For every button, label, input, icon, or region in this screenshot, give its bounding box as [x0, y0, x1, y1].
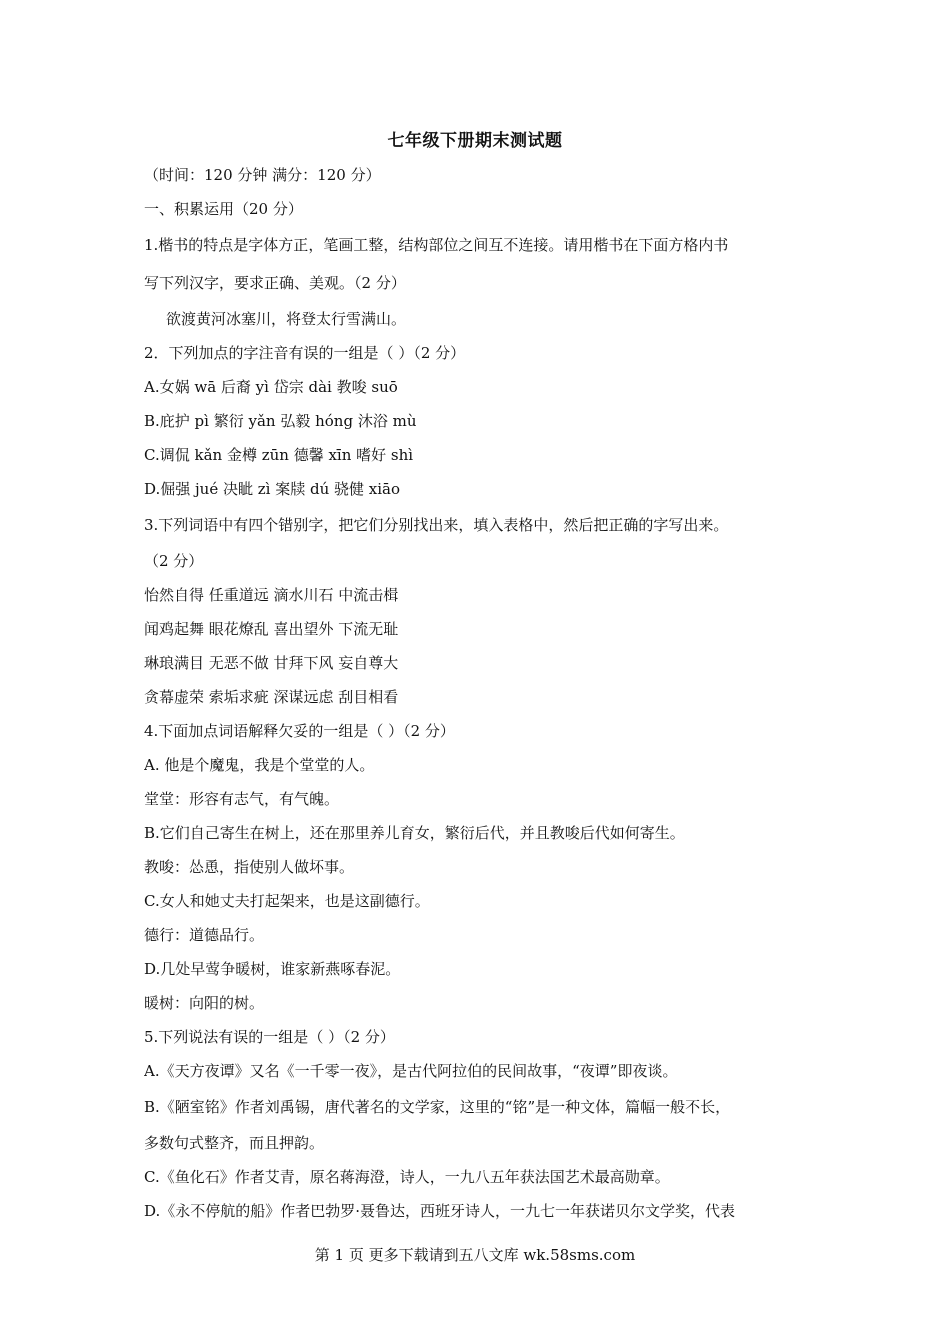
- question-4: 4.下面加点词语解释欠妥的一组是（ ）（2 分）: [144, 722, 455, 740]
- question-2-option-c: C.调侃 kǎn 金樽 zūn 德馨 xīn 嗜好 shì: [144, 446, 414, 464]
- question-2-option-d: D.倔强 jué 决眦 zì 案牍 dú 骁健 xiāo: [144, 480, 401, 498]
- question-2-option-b: B.庇护 pì 繁衍 yǎn 弘毅 hóng 沐浴 mù: [144, 412, 417, 430]
- question-5-option-b-line-1: B.《陋室铭》作者刘禹锡，唐代著名的文学家，这里的“铭”是一种文体，篇幅一般不长，: [144, 1098, 731, 1116]
- question-5: 5.下列说法有误的一组是（ ）（2 分）: [144, 1028, 395, 1046]
- question-4-option-a-explanation: 堂堂：形容有志气，有气魄。: [144, 790, 340, 808]
- idiom-row-4: 贪幕虚荣 索垢求疵 深谋远虑 刮目相看: [144, 688, 399, 706]
- question-5-option-a: A.《天方夜谭》又名《一千零一夜》，是古代阿拉伯的民间故事，“夜谭”即夜谈。: [144, 1062, 678, 1080]
- question-2: 2．下列加点的字注音有误的一组是（ ）（2 分）: [144, 344, 466, 362]
- exam-body: [144, 158, 834, 1228]
- question-3-line-2: （2 分）: [144, 552, 204, 570]
- question-5-option-b-line-2: 多数句式整齐，而且押韵。: [144, 1134, 325, 1152]
- question-4-option-b-explanation: 教唆：怂恿，指使别人做坏事。: [144, 858, 355, 876]
- question-4-option-d: D.几处早莺争暖树，谁家新燕啄春泥。: [144, 960, 401, 978]
- question-4-option-d-explanation: 暖树：向阳的树。: [144, 994, 265, 1012]
- question-2-option-a: A.女娲 wā 后裔 yì 岱宗 dài 教唆 suō: [144, 378, 398, 396]
- question-4-option-a: A. 他是个魔鬼，我是个堂堂的人。: [144, 756, 375, 774]
- page-footer: 第 1 页 更多下载请到五八文库 wk.58sms.com: [314, 1246, 636, 1264]
- question-4-option-b: B.它们自己寄生在树上，还在那里养儿育女，繁衍后代，并且教唆后代如何寄生。: [144, 824, 685, 842]
- idiom-row-3: 琳琅满目 无恶不做 甘拜下风 妄自尊大: [144, 654, 399, 672]
- idiom-row-2: 闻鸡起舞 眼花燎乱 喜出望外 下流无耻: [144, 620, 399, 638]
- question-4-option-c-explanation: 德行：道德品行。: [144, 926, 265, 944]
- time-score-info: （时间：120 分钟 满分：120 分）: [144, 166, 381, 184]
- question-5-option-d: D.《永不停航的船》作者巴勃罗·聂鲁达，西班牙诗人，一九七一年获诺贝尔文学奖，代表: [144, 1202, 736, 1220]
- question-1-poem: 欲渡黄河冰塞川，将登太行雪满山。: [166, 310, 407, 328]
- section-heading: 一、积累运用（20 分）: [144, 200, 303, 218]
- question-1-line-2: 写下列汉字，要求正确、美观。（2 分）: [144, 274, 406, 292]
- question-3-line-1: 3.下列词语中有四个错别字，把它们分别找出来，填入表格中，然后把正确的字写出来。: [144, 516, 729, 534]
- question-1-line-1: 1.楷书的特点是字体方正，笔画工整，结构部位之间互不连接。请用楷书在下面方格内书: [144, 236, 729, 254]
- exam-title: 七年级下册期末测试题: [387, 131, 563, 151]
- question-4-option-c: C.女人和她丈夫打起架来，也是这副德行。: [144, 892, 430, 910]
- question-5-option-c: C.《鱼化石》作者艾青，原名蒋海澄，诗人，一九八五年获法国艺术最高勋章。: [144, 1168, 670, 1186]
- idiom-row-1: 怡然自得 任重道远 滴水川石 中流击楫: [144, 586, 399, 604]
